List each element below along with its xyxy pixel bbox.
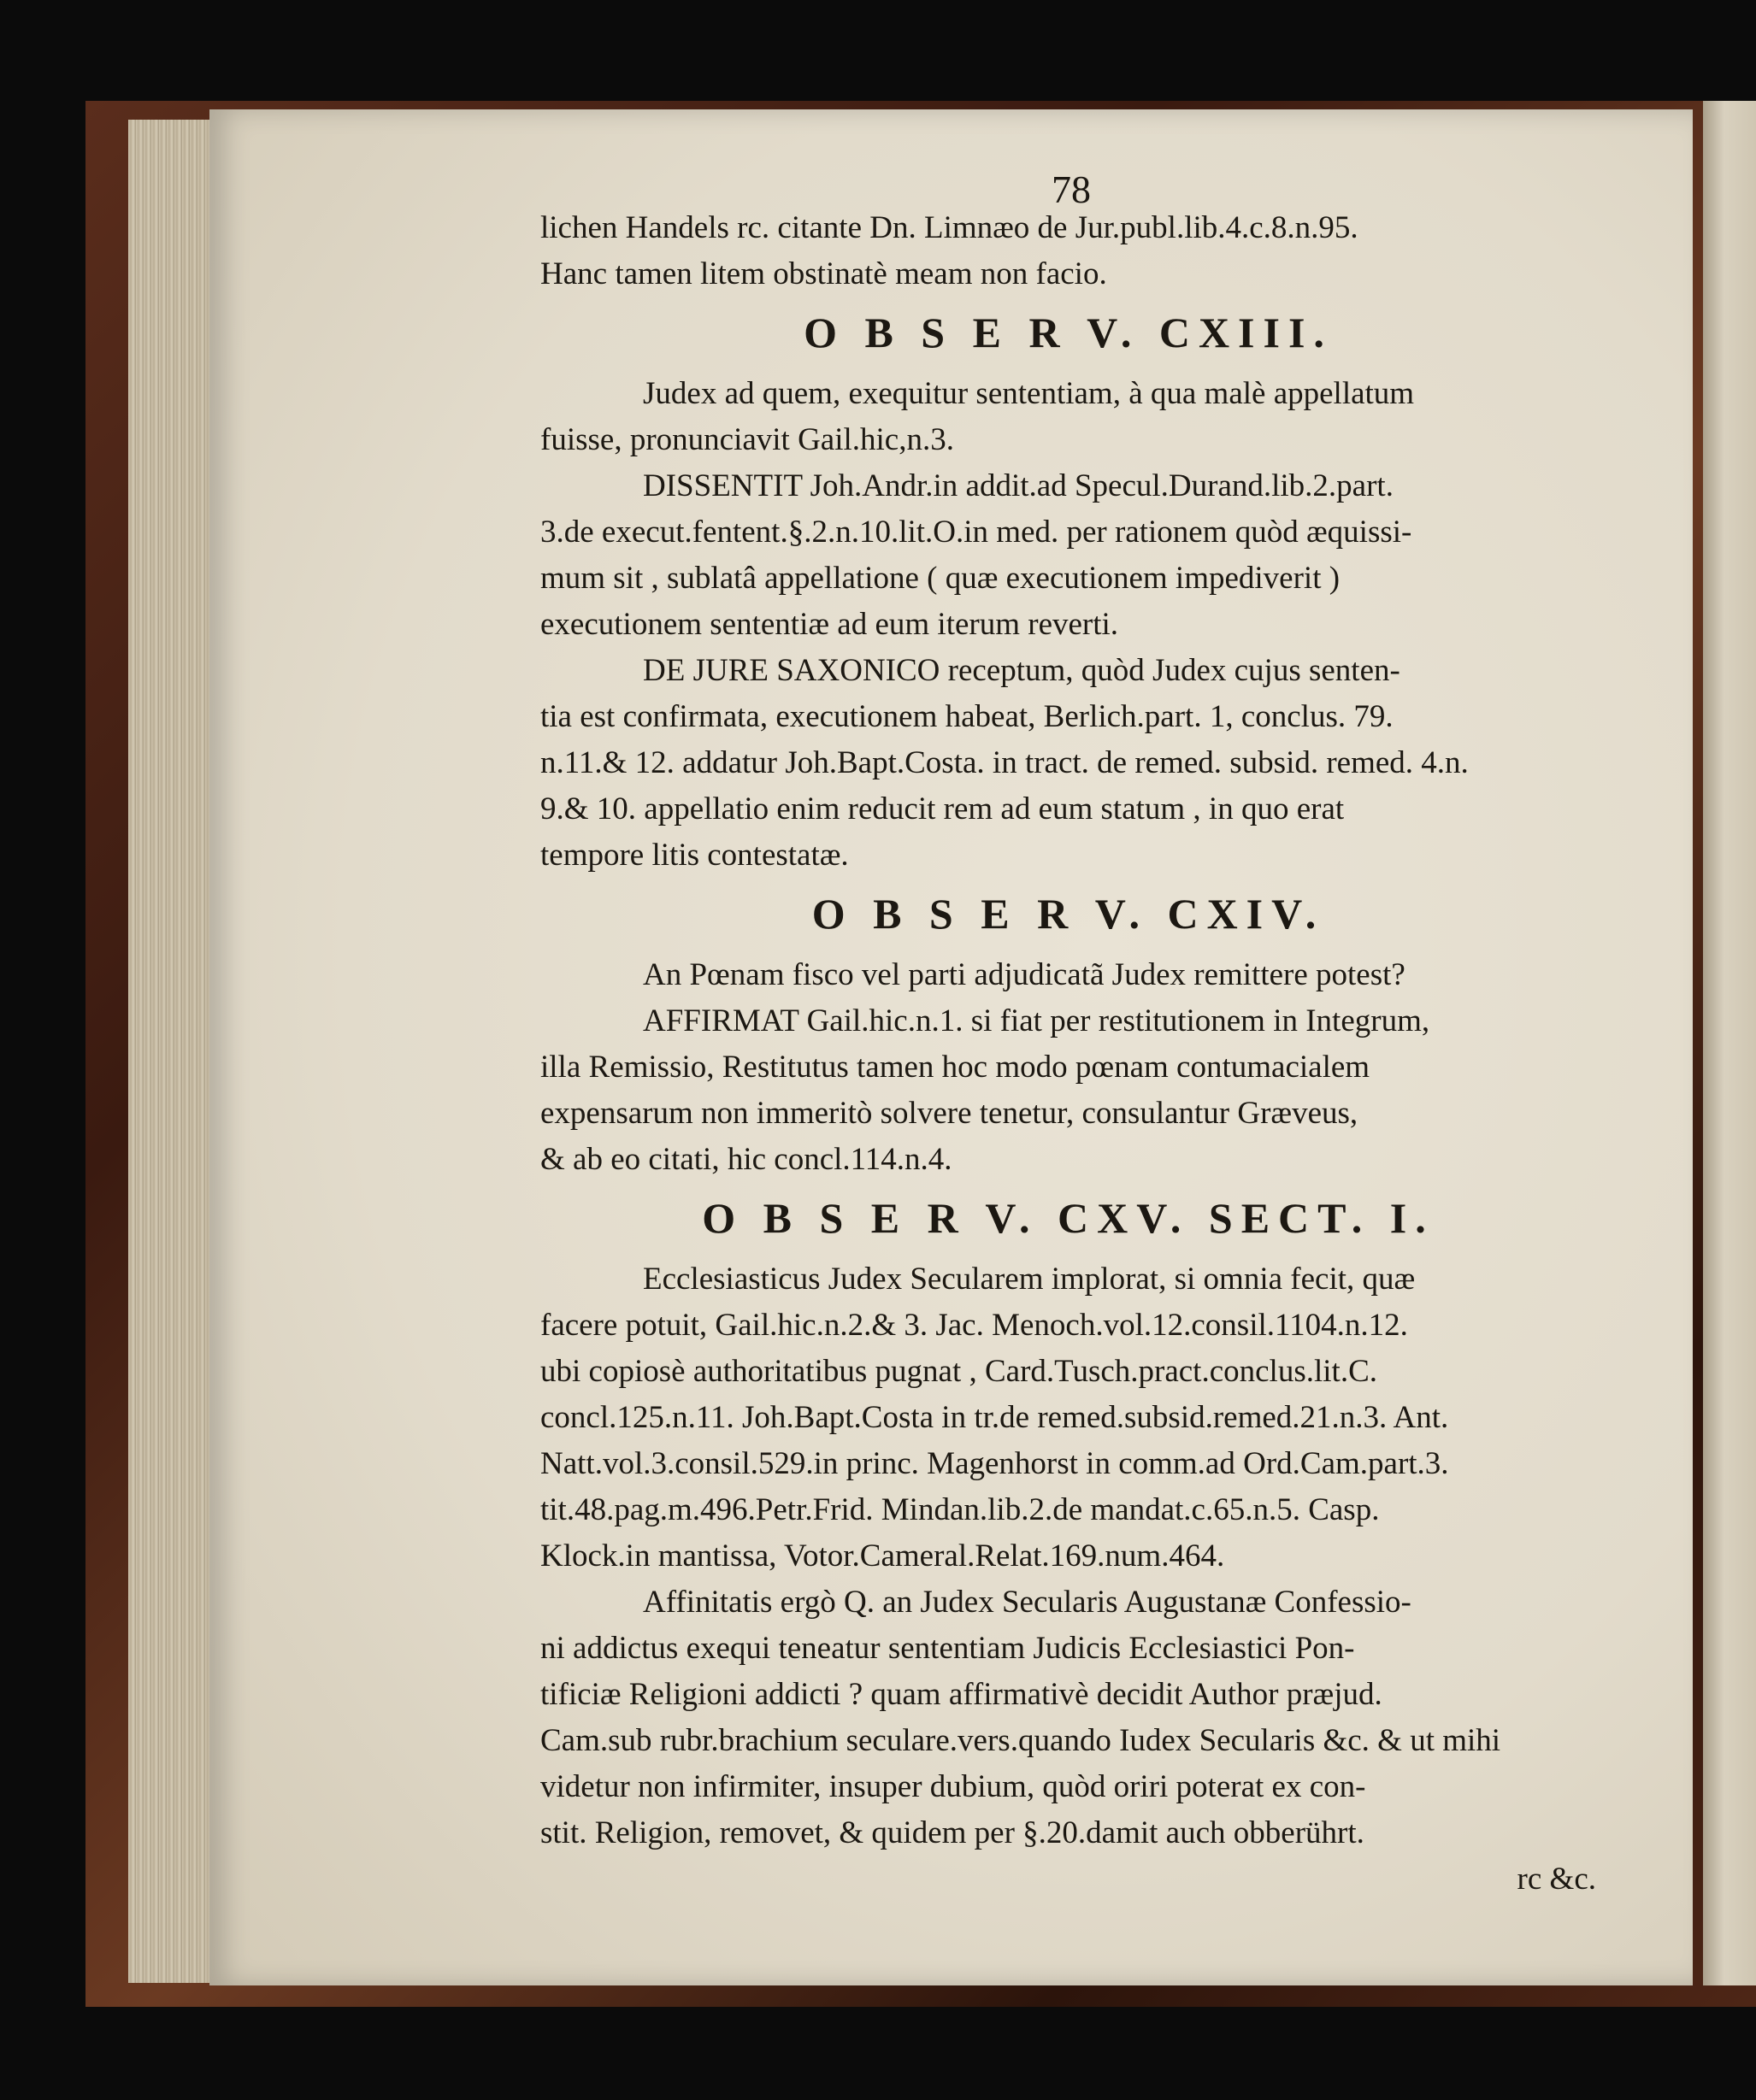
text-line: 3.de execut.fentent.§.2.n.10.lit.O.in med. per rationem quòd æquissi- [540, 515, 1412, 550]
observation-heading: O B S E R V. CXIII. [804, 309, 1333, 356]
text-line: illa Remissio, Restitutus tamen hoc modo pœnam contumacialem [540, 1050, 1370, 1085]
text-line: Affinitatis ergò Q. an Judex Secularis Augustanæ Confessio- [643, 1585, 1411, 1620]
next-page-edge [1703, 101, 1756, 1985]
text-line: expensarum non immeritò solvere tenetur, consulantur Græveus, [540, 1096, 1358, 1131]
paragraph [540, 371, 1596, 463]
text-line: AFFIRMAT Gail.hic.n.1. si fiat per restitutionem in Integrum, [643, 1003, 1430, 1038]
text-line: tit.48.pag.m.496.Petr.Frid. Mindan.lib.2.de mandat.c.65.n.5. Casp. [540, 1492, 1380, 1527]
text-line: Ecclesiasticus Judex Secularem implorat, si omnia fecit, quæ [643, 1262, 1416, 1297]
text-line: videtur non infirmiter, insuper dubium, quòd oriri poterat ex con- [540, 1769, 1366, 1804]
page-edges [128, 120, 222, 1983]
text-line: Klock.in mantissa, Votor.Cameral.Relat.169.num.464. [540, 1538, 1225, 1574]
text-line: tia est confirmata, executionem habeat, Berlich.part. 1, conclus. 79. [540, 699, 1394, 734]
observation-heading: O B S E R V. CXV. SECT. I. [702, 1194, 1435, 1242]
text-line: DE JURE SAXONICO receptum, quòd Judex cujus senten- [643, 653, 1400, 688]
closing-text: rc &c. [1517, 1862, 1596, 1897]
paragraph [540, 1256, 1596, 1579]
paragraph [540, 648, 1596, 879]
text-line: lichen Handels rc. citante Dn. Limnæo de Jur.publ.lib.4.c.8.n.95. [540, 210, 1358, 245]
text-line: fuisse, pronunciavit Gail.hic,n.3. [540, 422, 954, 457]
text-line: facere potuit, Gail.hic.n.2.& 3. Jac. Menoch.vol.12.consil.1104.n.12. [540, 1308, 1408, 1343]
text-line: An Pœnam fisco vel parti adjudicatã Judex remittere potest? [643, 957, 1405, 992]
text-line: ubi copiosè authoritatibus pugnat , Card.Tusch.pract.conclus.lit.C. [540, 1354, 1378, 1389]
text-line: 9.& 10. appellatio enim reducit rem ad eum statum , in quo erat [540, 791, 1345, 826]
text-line: n.11.& 12. addatur Joh.Bapt.Costa. in tract. de remed. subsid. remed. 4.n. [540, 745, 1469, 780]
text-line: & ab eo citati, hic concl.114.n.4. [540, 1142, 952, 1177]
intro-paragraph [540, 205, 1596, 297]
paragraph [540, 1579, 1596, 1856]
paragraph [540, 998, 1596, 1183]
observation-heading: O B S E R V. CXIV. [811, 890, 1325, 938]
text-line: tificiæ Religioni addicti ? quam affirmativè decidit Author præjud. [540, 1677, 1382, 1712]
text-line: DISSENTIT Joh.Andr.in addit.ad Specul.Durand.lib.2.part. [643, 468, 1394, 503]
paragraph [540, 463, 1596, 648]
page-number: 78 [1052, 168, 1091, 211]
text-line: Judex ad quem, exequitur sententiam, à qua malè appellatum [643, 376, 1415, 411]
page-text [540, 171, 1596, 1903]
paragraph [540, 952, 1596, 998]
text-line: ni addictus exequi teneatur sententiam Judicis Ecclesiastici Pon- [540, 1631, 1355, 1666]
text-line: Cam.sub rubr.brachium seculare.vers.quando Iudex Secularis &c. & ut mihi [540, 1723, 1501, 1758]
text-line: stit. Religion, removet, & quidem per §.20.damit auch obberührt. [540, 1815, 1364, 1850]
text-line: Natt.vol.3.consil.529.in princ. Magenhorst in comm.ad Ord.Cam.part.3. [540, 1446, 1449, 1481]
text-line: Hanc tamen litem obstinatè meam non facio. [540, 256, 1107, 291]
text-line: tempore litis contestatæ. [540, 838, 849, 873]
text-line: executionem sententiæ ad eum iterum reverti. [540, 607, 1119, 642]
text-line: mum sit , sublatâ appellatione ( quæ executionem impediverit ) [540, 561, 1341, 596]
text-line: concl.125.n.11. Joh.Bapt.Costa in tr.de remed.subsid.remed.21.n.3. Ant. [540, 1400, 1449, 1435]
